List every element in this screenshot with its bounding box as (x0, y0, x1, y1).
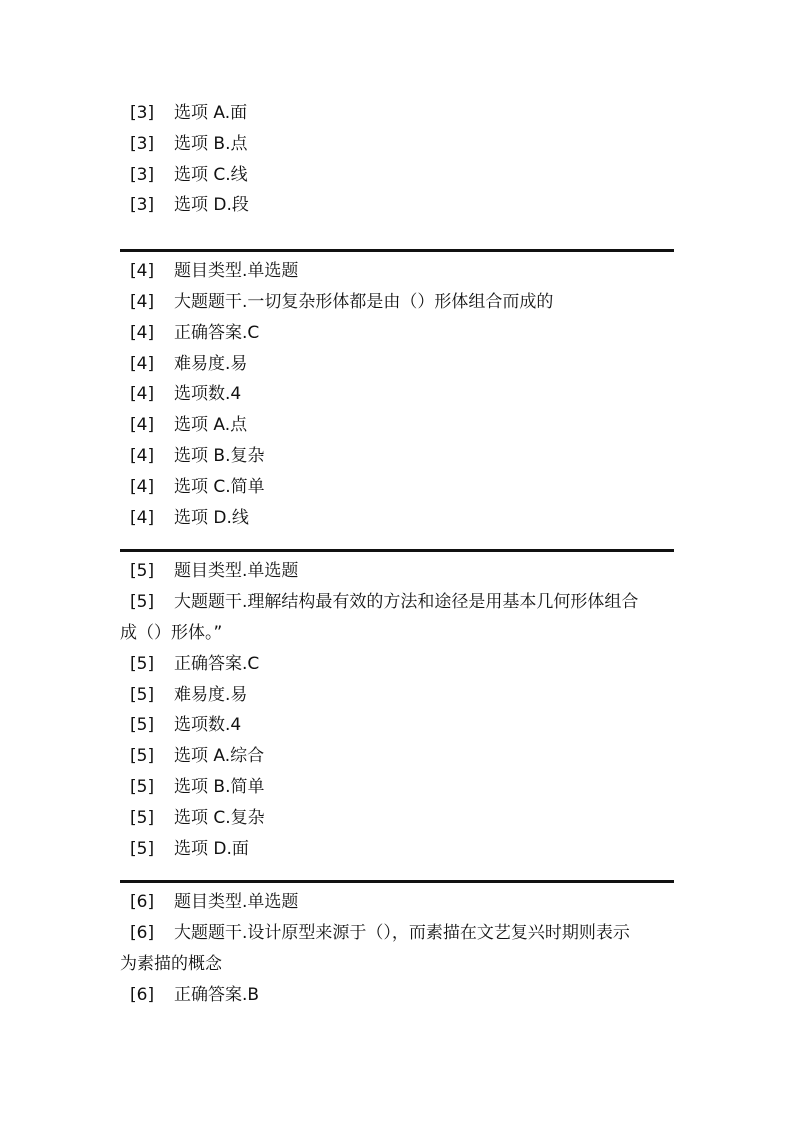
question-block-4 (120, 256, 674, 533)
line-text: 选项 D.面 (174, 838, 249, 859)
line-text: 大题题干.设计原型来源于（），而素描在文艺复兴时期则表示 (174, 923, 630, 944)
line-number: [4] (130, 507, 155, 528)
text-line (120, 190, 674, 221)
line-text: 大题题干.一切复杂形体都是由（）形体组合而成的 (174, 291, 554, 312)
line-number: [5] (130, 838, 155, 859)
text-line (120, 256, 674, 287)
line-number: [3] (130, 133, 155, 154)
line-text: 难易度.易 (174, 353, 248, 374)
line-number: [5] (130, 715, 155, 736)
line-number: [5] (130, 653, 155, 674)
line-number: [5] (130, 776, 155, 797)
line-text: 选项 C.复杂 (174, 807, 265, 828)
line-number: [6] (130, 892, 155, 913)
text-line (120, 441, 674, 472)
text-line (120, 410, 674, 441)
text-line (120, 472, 674, 503)
line-number: [4] (130, 445, 155, 466)
line-text: 正确答案.C (174, 322, 260, 343)
text-line (120, 803, 674, 834)
text-line (120, 834, 674, 865)
text-line (120, 98, 674, 129)
text-line (120, 980, 674, 1011)
line-number: [4] (130, 384, 155, 405)
line-number: [4] (130, 415, 155, 436)
line-number: [3] (130, 195, 155, 216)
text-line (120, 379, 674, 410)
line-text: 选项 C.线 (174, 164, 248, 185)
question-block-3 (120, 98, 674, 221)
line-text: 正确答案.B (174, 984, 260, 1005)
line-number: [5] (130, 807, 155, 828)
line-text: 为素描的概念 (120, 953, 222, 974)
line-text: 选项 D.线 (174, 507, 249, 528)
line-text: 选项 C.简单 (174, 476, 265, 497)
line-number: [5] (130, 746, 155, 767)
text-line (120, 680, 674, 711)
line-text: 难易度.易 (174, 684, 248, 705)
line-number: [6] (130, 923, 155, 944)
text-line (120, 649, 674, 680)
line-text: 选项 D.段 (174, 195, 249, 216)
section-divider (120, 549, 674, 552)
document-page (120, 98, 674, 1011)
line-text: 选项 B.点 (174, 133, 248, 154)
text-line-continuation (120, 618, 674, 649)
line-number: [4] (130, 261, 155, 282)
section-divider (120, 880, 674, 883)
text-line (120, 503, 674, 534)
text-line (120, 887, 674, 918)
line-text: 大题题干.理解结构最有效的方法和途径是用基本几何形体组合 (174, 592, 639, 613)
line-text: 选项 A.点 (174, 415, 248, 436)
line-text: 选项数.4 (174, 715, 242, 736)
line-text: 选项 B.复杂 (174, 445, 265, 466)
line-text: 题目类型.单选题 (174, 261, 299, 282)
text-line (120, 587, 674, 618)
line-text: 选项 A.面 (174, 103, 248, 123)
line-number: [5] (130, 684, 155, 705)
text-line (120, 349, 674, 380)
text-line-continuation (120, 949, 674, 980)
text-line (120, 772, 674, 803)
line-number: [4] (130, 322, 155, 343)
line-number: [6] (130, 984, 155, 1005)
line-text: 题目类型.单选题 (174, 892, 299, 913)
text-line (120, 918, 674, 949)
text-line (120, 287, 674, 318)
line-number: [3] (130, 103, 155, 123)
text-line (120, 741, 674, 772)
text-line (120, 129, 674, 160)
line-text: 正确答案.C (174, 653, 260, 674)
section-divider (120, 249, 674, 252)
text-line (120, 710, 674, 741)
line-text: 选项 A.综合 (174, 746, 265, 767)
line-text: 成（）形体。” (120, 622, 223, 643)
line-text: 题目类型.单选题 (174, 561, 299, 582)
text-line (120, 556, 674, 587)
line-number: [4] (130, 353, 155, 374)
line-text: 选项数.4 (174, 384, 242, 405)
question-block-6 (120, 887, 674, 1010)
question-block-5 (120, 556, 674, 864)
line-number: [5] (130, 592, 155, 613)
text-line (120, 160, 674, 191)
line-number: [4] (130, 476, 155, 497)
text-line (120, 318, 674, 349)
line-text: 选项 B.简单 (174, 776, 265, 797)
line-number: [4] (130, 291, 155, 312)
line-number: [3] (130, 164, 155, 185)
line-number: [5] (130, 561, 155, 582)
